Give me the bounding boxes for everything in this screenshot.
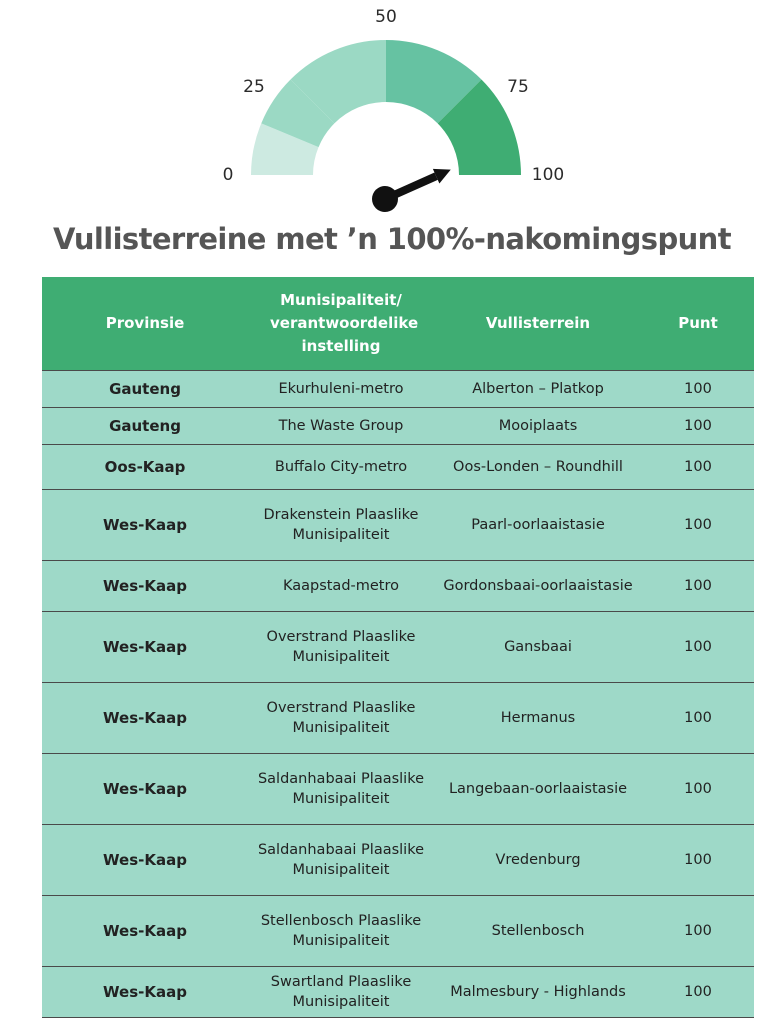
table-header-row [42, 277, 754, 371]
cell-munisipaliteit: Saldanhabaai Plaaslike Munisipaliteit [248, 754, 434, 825]
table-row [42, 490, 754, 561]
cell-punt: 100 [642, 754, 754, 825]
cell-provinsie: Gauteng [42, 408, 248, 445]
cell-vullisterrein: Paarl-oorlaaistasie [434, 490, 642, 561]
table-row [42, 371, 754, 408]
header-provinsie: Provinsie [42, 277, 248, 371]
cell-munisipaliteit: Stellenbosch Plaaslike Munisipaliteit [248, 896, 434, 967]
cell-munisipaliteit: Drakenstein Plaaslike Munisipaliteit [248, 490, 434, 561]
results-table [42, 277, 754, 1018]
cell-punt: 100 [642, 445, 754, 490]
table-row [42, 754, 754, 825]
gauge-tick-label: 25 [243, 77, 265, 97]
cell-munisipaliteit: The Waste Group [248, 408, 434, 445]
table-row [42, 683, 754, 754]
header-munisipaliteit: Munisipaliteit/ verantwoordelike instelling [248, 277, 434, 371]
table-row [42, 445, 754, 490]
cell-provinsie: Wes-Kaap [42, 825, 248, 896]
cell-munisipaliteit: Ekurhuleni-metro [248, 371, 434, 408]
cell-vullisterrein: Alberton – Platkop [434, 371, 642, 408]
cell-munisipaliteit: Kaapstad-metro [248, 561, 434, 612]
table-body [42, 371, 754, 1018]
gauge-tick-label: 75 [507, 77, 529, 97]
table-row [42, 408, 754, 445]
cell-punt: 100 [642, 561, 754, 612]
gauge-tick-label: 100 [531, 165, 565, 185]
table-row [42, 825, 754, 896]
cell-vullisterrein: Stellenbosch [434, 896, 642, 967]
cell-vullisterrein: Vredenburg [434, 825, 642, 896]
table-row [42, 967, 754, 1018]
cell-punt: 100 [642, 825, 754, 896]
cell-provinsie: Wes-Kaap [42, 967, 248, 1018]
header-punt: Punt [642, 277, 754, 371]
table-row [42, 612, 754, 683]
cell-punt: 100 [642, 612, 754, 683]
cell-vullisterrein: Hermanus [434, 683, 642, 754]
cell-provinsie: Wes-Kaap [42, 561, 248, 612]
cell-vullisterrein: Gansbaai [434, 612, 642, 683]
cell-munisipaliteit: Overstrand Plaaslike Munisipaliteit [248, 612, 434, 683]
cell-vullisterrein: Gordonsbaai-oorlaaistasie [434, 561, 642, 612]
cell-provinsie: Wes-Kaap [42, 612, 248, 683]
cell-provinsie: Wes-Kaap [42, 754, 248, 825]
cell-punt: 100 [642, 490, 754, 561]
table-row [42, 896, 754, 967]
cell-vullisterrein: Langebaan-oorlaaistasie [434, 754, 642, 825]
score-gauge [0, 0, 784, 222]
gauge-needle-hub [372, 186, 398, 212]
gauge-tick-label: 50 [375, 7, 397, 27]
cell-vullisterrein: Oos-Londen – Roundhill [434, 445, 642, 490]
cell-munisipaliteit: Saldanhabaai Plaaslike Munisipaliteit [248, 825, 434, 896]
cell-provinsie: Wes-Kaap [42, 896, 248, 967]
cell-munisipaliteit: Overstrand Plaaslike Munisipaliteit [248, 683, 434, 754]
gauge-tick-label: 0 [222, 165, 234, 185]
header-vullisterrein: Vullisterrein [434, 277, 642, 371]
cell-munisipaliteit: Swartland Plaaslike Munisipaliteit [248, 967, 434, 1018]
cell-punt: 100 [642, 683, 754, 754]
cell-punt: 100 [642, 896, 754, 967]
cell-provinsie: Wes-Kaap [42, 490, 248, 561]
cell-vullisterrein: Malmesbury - Highlands [434, 967, 642, 1018]
cell-vullisterrein: Mooiplaats [434, 408, 642, 445]
page-title: Vullisterreine met ’n 100%-nakomingspunt [53, 222, 731, 256]
cell-punt: 100 [642, 408, 754, 445]
cell-punt: 100 [642, 967, 754, 1018]
cell-provinsie: Oos-Kaap [42, 445, 248, 490]
cell-provinsie: Wes-Kaap [42, 683, 248, 754]
cell-punt: 100 [642, 371, 754, 408]
cell-munisipaliteit: Buffalo City-metro [248, 445, 434, 490]
table-row [42, 561, 754, 612]
cell-provinsie: Gauteng [42, 371, 248, 408]
